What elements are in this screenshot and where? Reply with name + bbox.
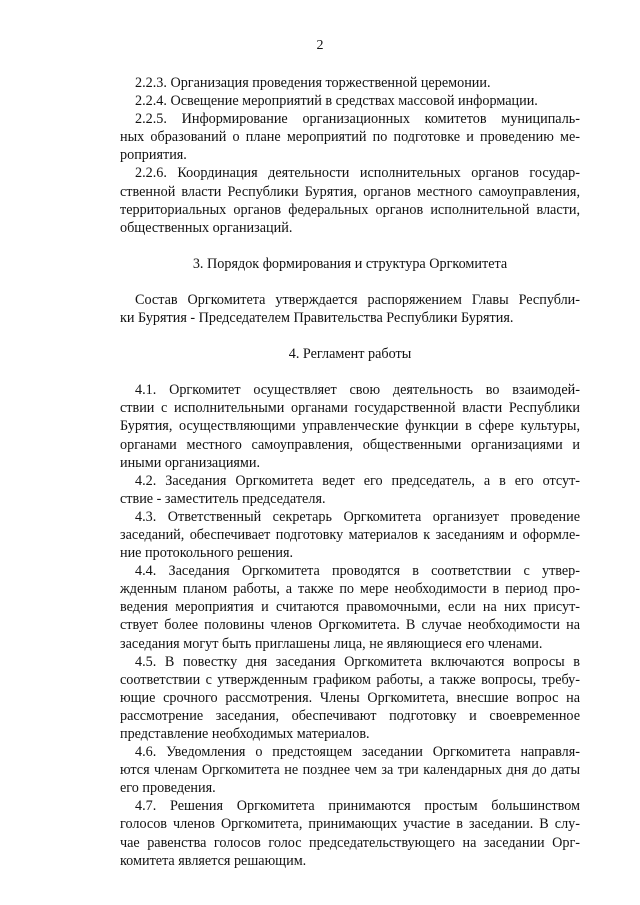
- paragraph-line: ние протокольного решения.: [120, 545, 294, 562]
- paragraph-line: 4.1. Оргкомитет осуществляет свою деятельность во взаимодей-: [135, 382, 580, 399]
- paragraph-line: территориальных органов федеральных органов исполнительной власти,: [120, 201, 580, 218]
- paragraph-line: 4.2. Заседания Оргкомитета ведет его председатель, а в его отсут-: [135, 472, 580, 489]
- paragraph-line: голосов членов Оргкомитета, принимающих участие в заседании. В слу-: [120, 816, 580, 833]
- paragraph-line: заседаний, обеспечивает подготовку материалов к заседаниям и оформле-: [120, 526, 580, 543]
- paragraph: [120, 92, 580, 110]
- paragraph: [120, 381, 580, 471]
- paragraph-line: иными организациями.: [120, 454, 261, 471]
- paragraph-line: ствие - заместитель председателя.: [120, 490, 326, 507]
- paragraph-line: 2.2.3. Организация проведения торжественной церемонии.: [135, 75, 491, 91]
- paragraph-line: 4.7. Решения Оргкомитета принимаются простым большинством: [135, 798, 580, 815]
- paragraph-line: ются членам Оргкомитета не позднее чем за три календарных дня до даты: [120, 762, 580, 779]
- paragraph: [120, 291, 580, 327]
- paragraph-line: роприятия.: [120, 147, 187, 164]
- paragraph: [120, 110, 580, 164]
- paragraph-line: ствии с исполнительными органами государственной власти Республики: [120, 400, 580, 417]
- document-body: [120, 74, 580, 870]
- paragraph-line: Бурятия, осуществляющими управленческие функции в сфере культуры,: [120, 418, 580, 435]
- paragraph-line: заседания могут быть приглашены лица, не являющиеся его членами.: [120, 635, 543, 652]
- paragraph-line: 2.2.5. Информирование организационных комитетов муниципаль-: [135, 111, 580, 128]
- paragraph-line: 4.3. Ответственный секретарь Оргкомитета организует проведение: [135, 508, 580, 525]
- paragraph-line: ки Бурятия - Председателем Правительства Республики Бурятия.: [120, 310, 514, 327]
- paragraph-line: жденным планом работы, а также по мере необходимости в период про-: [120, 581, 580, 598]
- paragraph: [120, 562, 580, 652]
- paragraph: [120, 797, 580, 869]
- paragraph-line: ющие срочного рассмотрения. Члены Оргкомитета, внесшие вопрос на: [120, 689, 580, 706]
- paragraph-line: Состав Оргкомитета утверждается распоряжением Главы Республи-: [135, 291, 580, 308]
- paragraph: [120, 653, 580, 743]
- paragraph-line: общественных организаций.: [120, 219, 293, 236]
- page-number: 2: [316, 38, 324, 53]
- paragraph: [120, 74, 580, 92]
- paragraph-line: ствует более половины членов Оргкомитета. В случае необходимости на: [120, 617, 580, 634]
- section-heading: 4. Регламент работы: [288, 346, 412, 363]
- paragraph-line: 4.6. Уведомления о предстоящем заседании Оргкомитета направля-: [135, 744, 580, 761]
- paragraph-line: ственной власти Республики Бурятия, органов местного самоуправления,: [120, 183, 580, 200]
- paragraph: [120, 743, 580, 797]
- paragraph-line: 2.2.6. Координация деятельности исполнительных органов государ-: [135, 165, 580, 182]
- paragraph: [120, 508, 580, 562]
- paragraph-line: 2.2.4. Освещение мероприятий в средствах массовой информации.: [135, 93, 538, 110]
- paragraph-line: органами местного самоуправления, общественными организациями и: [120, 436, 580, 453]
- paragraph-line: ных образований о плане мероприятий по подготовке и проведению ме-: [120, 129, 580, 146]
- section-heading: 3. Порядок формирования и структура Оргкомитета: [192, 255, 508, 272]
- paragraph-line: рассмотрение заседания, обеспечивают подготовку и своевременное: [120, 707, 580, 724]
- paragraph-line: 4.4. Заседания Оргкомитета проводятся в соответствии с утвер-: [135, 563, 580, 580]
- paragraph: [120, 472, 580, 508]
- paragraph-line: чае равенства голосов голос председательствующего на заседании Орг-: [120, 834, 580, 851]
- paragraph: [120, 164, 580, 236]
- paragraph-line: соответствии с утвержденным графиком работы, а также вопросы, требу-: [120, 671, 580, 688]
- paragraph-line: ведения мероприятия и считаются правомочными, если на них присут-: [120, 599, 580, 616]
- paragraph-line: его проведения.: [120, 780, 216, 797]
- paragraph-line: 4.5. В повестку дня заседания Оргкомитета включаются вопросы в: [135, 653, 580, 670]
- paragraph-line: комитета является решающим.: [120, 852, 307, 869]
- paragraph-line: представление необходимых материалов.: [120, 726, 370, 742]
